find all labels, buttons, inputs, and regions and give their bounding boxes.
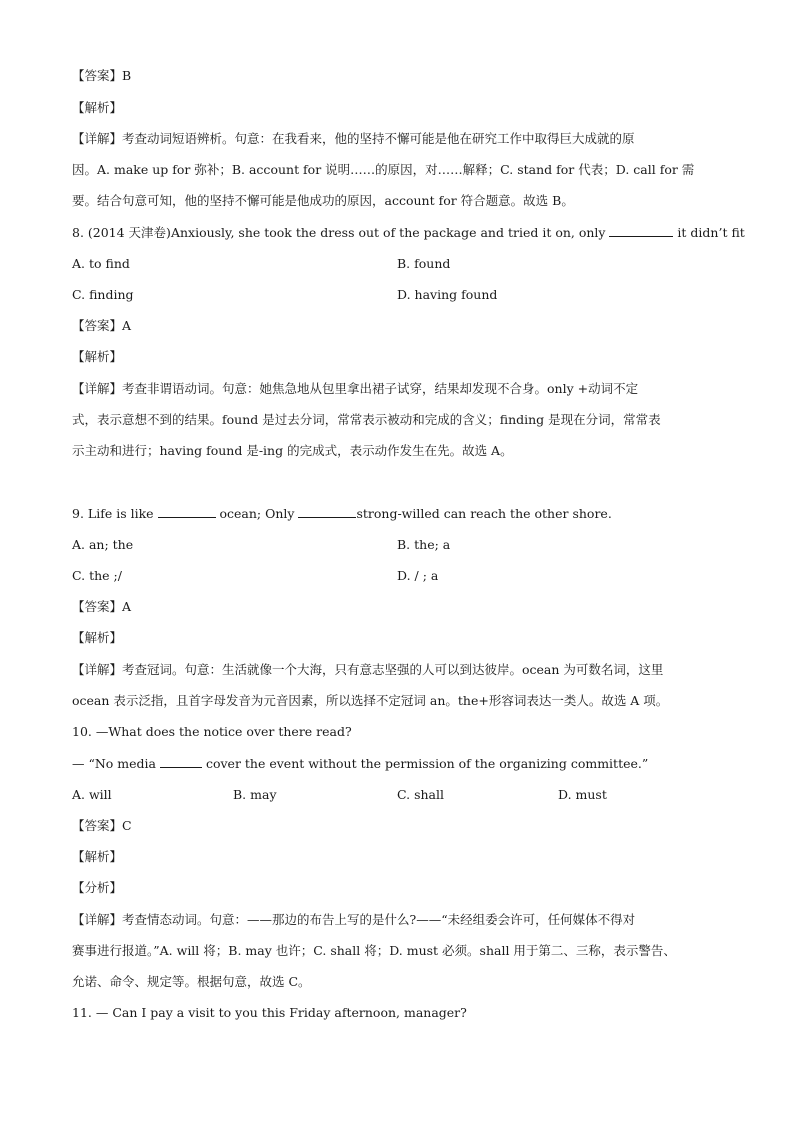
option-d: D. / ; a bbox=[397, 568, 439, 583]
answer-blank bbox=[298, 504, 356, 518]
question-10: 10. —What does the notice over there read? bbox=[72, 724, 352, 739]
analysis-heading: 【解析】 bbox=[72, 100, 123, 115]
option-b: B. found bbox=[397, 256, 451, 271]
explanation-line: 【详解】考查动词短语辨析。句意：在我看来，他的坚持不懈可能是他在研究工作中取得巨大成就的原 bbox=[72, 131, 635, 146]
answer-blank bbox=[609, 223, 673, 237]
answer-blank bbox=[158, 504, 216, 518]
option-d: D. having found bbox=[397, 287, 498, 302]
explanation-line: 允诺、命令、规定等。根据句意，故选 C。 bbox=[72, 974, 311, 989]
answer-line: 【答案】B bbox=[72, 68, 132, 83]
question-text: strong-willed can reach the other shore. bbox=[356, 506, 612, 521]
explanation-line: 因。A. make up for 弥补；B. account for 说明……的原因，对……解释；C. stand for 代表；D. call for 需 bbox=[72, 162, 695, 177]
question-text: ocean; Only bbox=[215, 506, 299, 521]
question-11: 11. — Can I pay a visit to you this Friday afternoon, manager? bbox=[72, 1005, 467, 1020]
answer-line: 【答案】A bbox=[72, 318, 132, 333]
explanation-line: ocean 表示泛指，且首字母发音为元音因素，所以选择不定冠词 an。the+形容词表达一类人。故选 A 项。 bbox=[72, 693, 669, 708]
explanation-line: 【详解】考查冠词。句意：生活就像一个大海，只有意志坚强的人可以到达彼岸。ocean 为可数名词，这里 bbox=[72, 662, 664, 677]
option-a: A. an; the bbox=[72, 537, 134, 552]
explanation-line: 要。结合句意可知，他的坚持不懈可能是他成功的原因，account for 符合题意。故选 B。 bbox=[72, 193, 574, 208]
option-a: A. will bbox=[72, 787, 112, 802]
question-text: it didn’t fit bbox=[673, 225, 745, 240]
explanation-line: 式，表示意想不到的结果。found 是过去分词，常常表示被动和完成的含义；finding 是现在分词，常常表 bbox=[72, 412, 661, 427]
analysis-heading: 【解析】 bbox=[72, 349, 123, 364]
analysis-heading: 【解析】 bbox=[72, 630, 123, 645]
answer-line: 【答案】A bbox=[72, 599, 132, 614]
option-b: B. the; a bbox=[397, 537, 451, 552]
option-c: C. finding bbox=[72, 287, 134, 302]
question-8 bbox=[72, 223, 745, 243]
question-10-reply bbox=[72, 754, 722, 774]
question-text: cover the event without the permission of the organizing committee.” bbox=[201, 756, 649, 771]
question-text: — “No media bbox=[72, 756, 160, 771]
option-c: C. shall bbox=[397, 787, 444, 802]
answer-line: 【答案】C bbox=[72, 818, 132, 833]
explanation-line: 示主动和进行；having found 是-ing 的完成式，表示动作发生在先。故选 A。 bbox=[72, 443, 513, 458]
analysis-heading: 【解析】 bbox=[72, 849, 123, 864]
option-b: B. may bbox=[233, 787, 277, 802]
explanation-line: 【详解】考查非谓语动词。句意：她焦急地从包里拿出裙子试穿，结果却发现不合身。only +动词不定 bbox=[72, 381, 639, 396]
explanation-line: 赛事进行报道。”A. will 将；B. may 也许；C. shall 将；D. must 必须。shall 用于第二、三称，表示警告、 bbox=[72, 943, 676, 958]
option-d: D. must bbox=[558, 787, 607, 802]
option-c: C. the ;/ bbox=[72, 568, 122, 583]
question-text: 8. (2014 天津卷)Anxiously, she took the dress out of the package and tried it on, only bbox=[72, 225, 610, 240]
question-text: 9. Life is like bbox=[72, 506, 158, 521]
question-9 bbox=[72, 504, 722, 524]
answer-blank bbox=[160, 754, 202, 768]
analysis-subheading: 【分析】 bbox=[72, 880, 123, 895]
explanation-line: 【详解】考查情态动词。句意：——那边的布告上写的是什么?——“未经组委会许可，任何媒体不得对 bbox=[72, 912, 636, 927]
option-a: A. to find bbox=[72, 256, 130, 271]
